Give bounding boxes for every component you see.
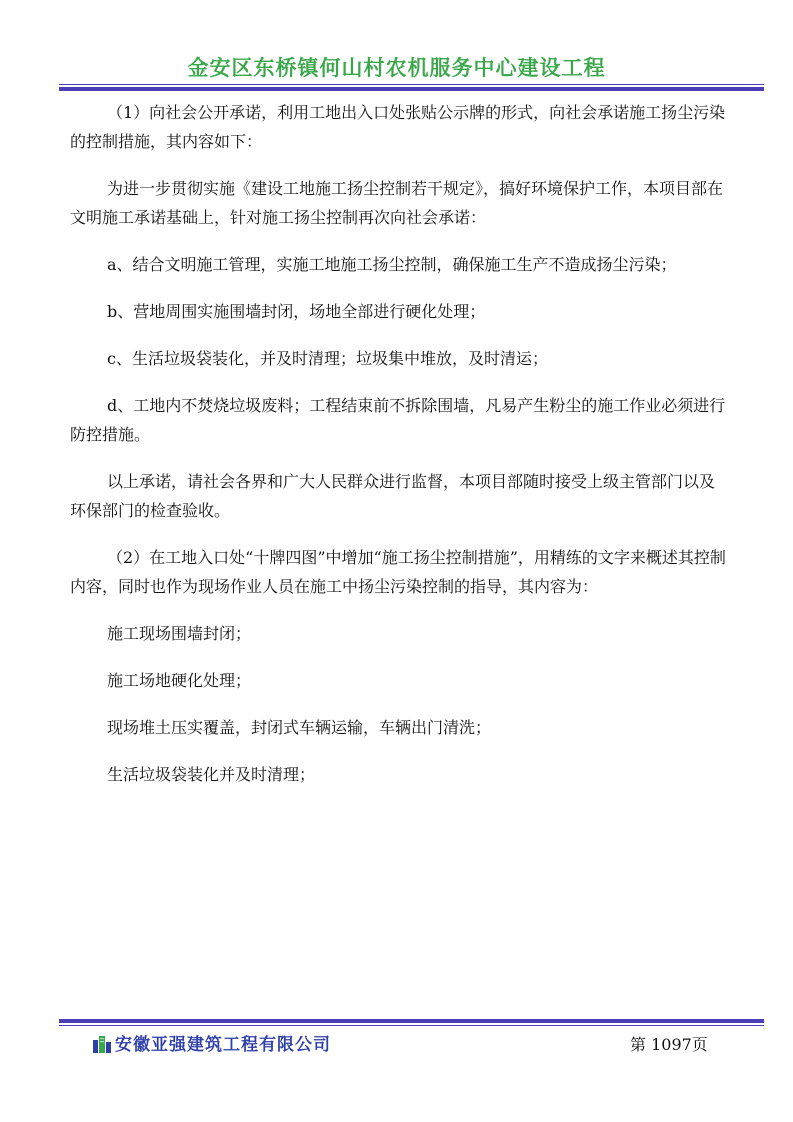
paragraph: 施工现场围墙封闭； bbox=[107, 624, 252, 643]
paragraph: b、营地周围实施围墙封闭，场地全部进行硬化处理； bbox=[107, 302, 486, 321]
paragraph: （1）向社会公开承诺，利用工地出入口处张贴公示牌的形式，向社会承诺施工扬尘污染的控制措施，其内容如下： bbox=[70, 103, 726, 151]
paragraph: 生活垃圾袋装化并及时清理； bbox=[107, 765, 316, 784]
paragraph: c、生活垃圾袋装化，并及时清理；垃圾集中堆放，及时清运； bbox=[107, 349, 548, 368]
building-logo-icon bbox=[92, 1034, 112, 1054]
paragraph: 现场堆土压实覆盖，封闭式车辆运输，车辆出门清洗； bbox=[107, 718, 492, 737]
paragraph: 以上承诺，请社会各界和广大人民群众进行监督，本项目部随时接受上级主管部门以及环保部门的检查验收。 bbox=[70, 472, 716, 520]
paragraph: a、结合文明施工管理，实施工地施工扬尘控制，确保施工生产不造成扬尘污染； bbox=[107, 255, 677, 274]
page-number: 第 1097页 bbox=[630, 1035, 708, 1054]
page-header-title: 金安区东桥镇何山村农机服务中心建设工程 bbox=[187, 56, 606, 80]
company-name: 安徽亚强建筑工程有限公司 bbox=[115, 1035, 331, 1055]
footer-rule-thin bbox=[59, 1025, 764, 1026]
header-rule-thin bbox=[59, 84, 764, 85]
paragraph: （2）在工地入口处“十牌四图”中增加“施工扬尘控制措施”，用精练的文字来概述其控制内容，同时也作为现场作业人员在施工中扬尘污染控制的指导，其内容为： bbox=[70, 548, 726, 596]
paragraph: 施工场地硬化处理； bbox=[107, 671, 252, 690]
header-rule-thick bbox=[59, 87, 764, 91]
document-body bbox=[70, 98, 730, 807]
paragraph: d、工地内不焚烧垃圾废料；工程结束前不拆除围墙，凡易产生粉尘的施工作业必须进行防控措施。 bbox=[70, 396, 726, 444]
paragraph: 为进一步贯彻实施《建设工地施工扬尘控制若干规定》，搞好环境保护工作，本项目部在文明施工承诺基础上，针对施工扬尘控制再次向社会承诺： bbox=[70, 179, 724, 227]
page-footer bbox=[0, 1028, 793, 1062]
footer-rule-thick bbox=[59, 1019, 764, 1023]
